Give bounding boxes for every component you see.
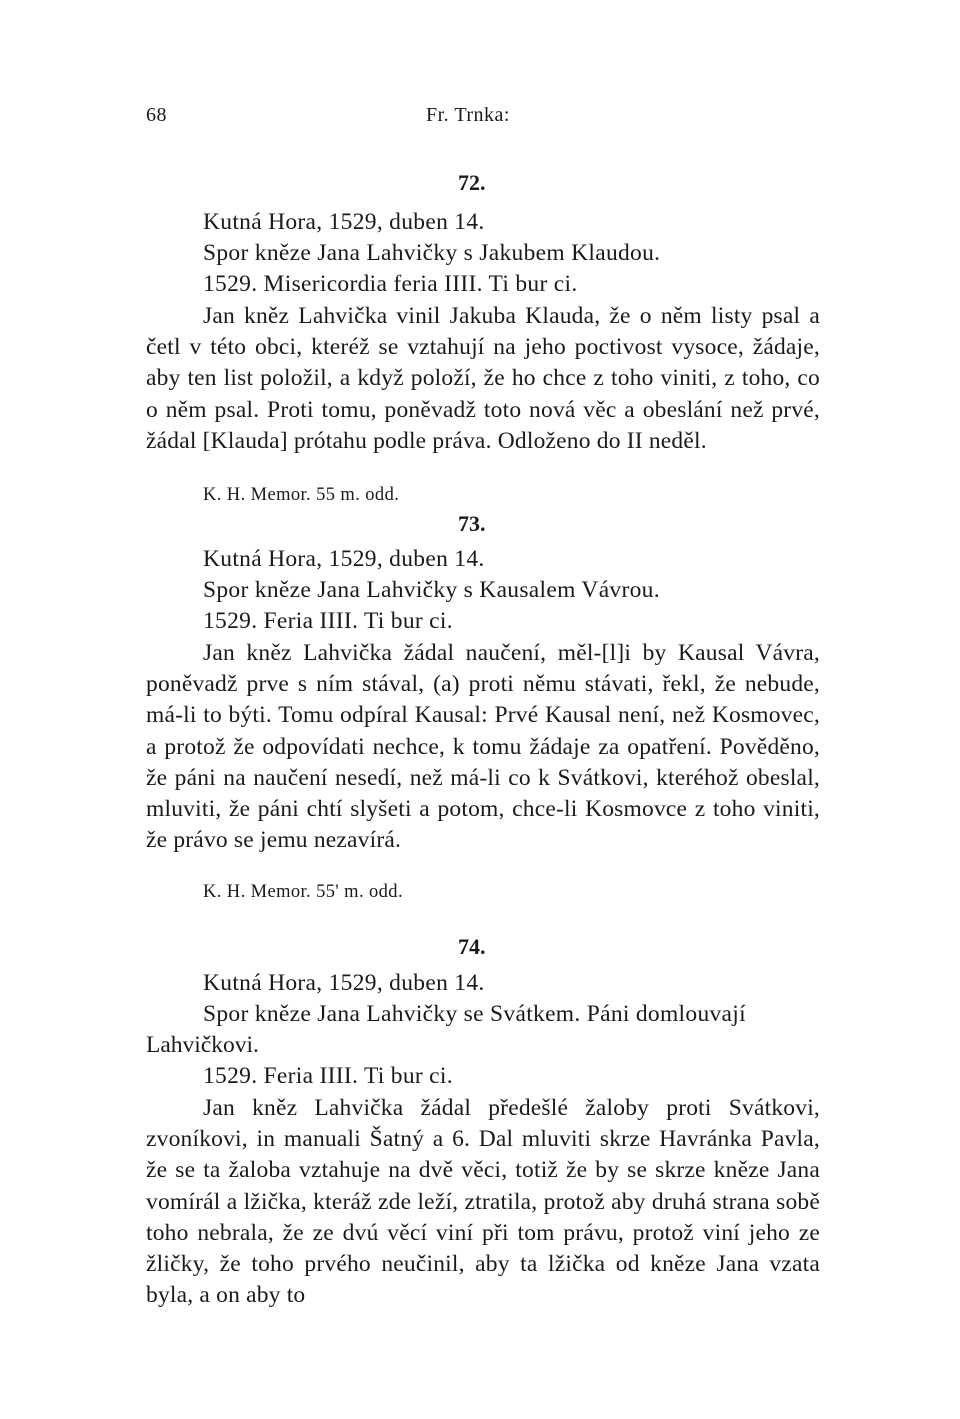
entry-number: 74. — [458, 934, 486, 959]
entry-paragraph: Jan kněz Lahvička vinil Jakuba Klauda, že o něm listy psal a četl v této obci, kteréž se vztahují na jeho poctivost vysoce, žádaje, aby ten list položil, a když položí, že ho chce z toho viniti, z toho, co o něm psal. Proti tomu, poněvadž toto nová věc a obeslání než prvé, žádal [Klauda] prótahu podle práva. Odloženo do II neděl. — [146, 303, 820, 454]
entry-number: 72. — [458, 170, 486, 195]
entry-place-date: Kutná Hora, 1529, duben 14. — [203, 970, 485, 996]
entry-text — [146, 301, 820, 457]
page-number: 68 — [146, 104, 167, 126]
entry-summary: Spor kněze Jana Lahvičky s Kausalem Vávrou. — [203, 577, 660, 603]
entry-date-line: 1529. Feria IIII. Ti bur ci. — [203, 1063, 453, 1089]
entry-paragraph: Jan kněz Lahvička žádal naučení, měl-[l]i by Kausal Vávra, poněvadž prve s ním stával, (a) proti němu stávati, řekl, že nebude, má-li to býti. Tomu odpíral Kausal: Prvé Kausal není, než Kosmovec, a protož že odpovídati nechce, k tomu žádaje za opatření. Pověděno, že páni na naučení nesedí, než má-li co k Svátkovi, kteréhož obeslal, mluviti, že páni chtí slyšeti a potom, chce-li Kosmovce z toho viniti, že právo se jemu nezavírá. — [146, 640, 820, 854]
entry-date-line: 1529. Feria IIII. Ti bur ci. — [203, 608, 453, 634]
entry-summary: Spor kněze Jana Lahvičky s Jakubem Klaudou. — [203, 240, 661, 266]
entry-text — [146, 1093, 820, 1311]
entry-date-line: 1529. Misericordia feria IIII. Ti bur ci. — [203, 271, 578, 297]
running-title: Fr. Trnka: — [426, 104, 510, 126]
page-header — [146, 104, 820, 134]
entry-reference: K. H. Memor. 55' m. odd. — [203, 882, 403, 902]
entry-text — [146, 638, 820, 856]
entry-place-date: Kutná Hora, 1529, duben 14. — [203, 209, 485, 235]
entry-summary: Spor kněze Jana Lahvičky se Svátkem. Páni domlouvají — [203, 1001, 746, 1027]
entry-reference: K. H. Memor. 55 m. odd. — [203, 485, 400, 505]
entry-summary-continued: Lahvičkovi. — [146, 1032, 259, 1058]
entry-paragraph: Jan kněz Lahvička žádal předešlé žaloby proti Svátkovi, zvoníkovi, in manuali Šatný a 6. Dal mluviti skrze Havránka Pavla, že se ta žaloba vztahuje na dvě věci, totiž že by se skrze kněze Jana vomírál a lžička, kteráž zde leží, ztratila, protož aby druhá strana sobě toho nebrala, že ze dvú věcí viní při tom právu, protož viní jeho ze žličky, že toho prvého neučinil, aby ta lžička od kněze Jana vzata byla, a on aby to — [146, 1095, 820, 1309]
entry-place-date: Kutná Hora, 1529, duben 14. — [203, 546, 485, 572]
entry-number: 73. — [458, 511, 486, 536]
